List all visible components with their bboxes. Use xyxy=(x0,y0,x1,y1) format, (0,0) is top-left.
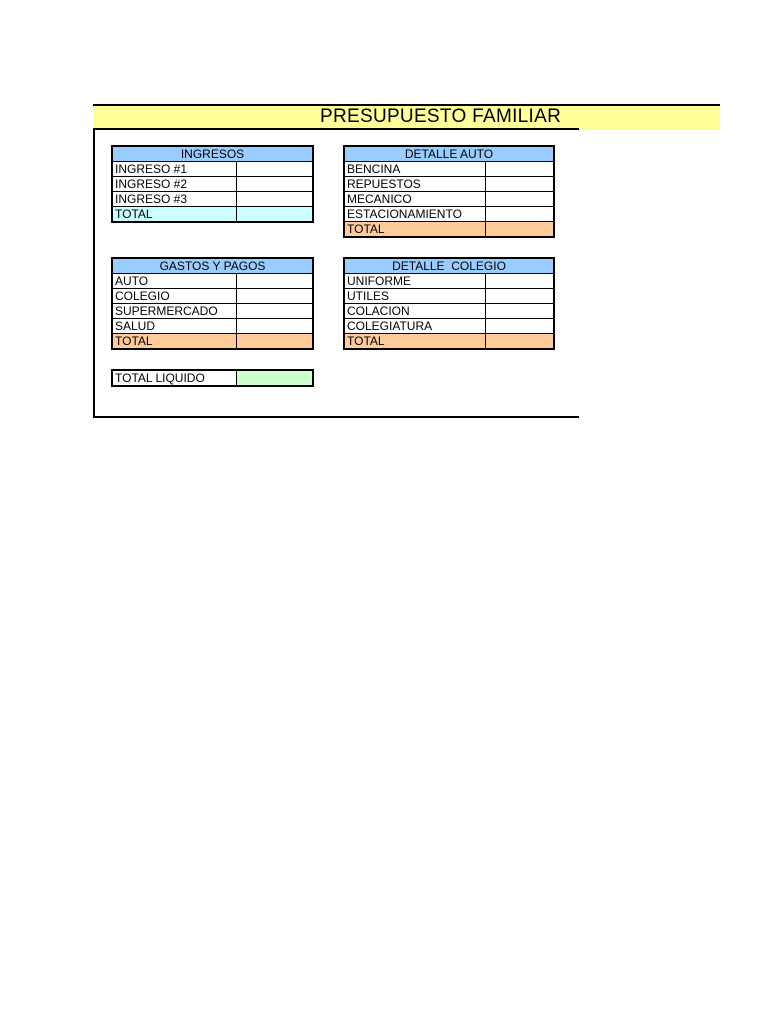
total-label: TOTAL xyxy=(112,334,236,350)
total-row xyxy=(112,207,313,223)
row-label: INGRESO #2 xyxy=(112,177,236,192)
row-label: UTILES xyxy=(344,289,485,304)
row-value-cell[interactable] xyxy=(236,319,313,334)
total-row xyxy=(344,222,554,238)
total-value-cell[interactable] xyxy=(485,222,554,238)
row-label: UNIFORME xyxy=(344,274,485,289)
total-label: TOTAL xyxy=(112,207,236,223)
total-liquido-value-cell[interactable] xyxy=(236,370,313,386)
row-label: MECANICO xyxy=(344,192,485,207)
total-liquido-label: TOTAL LIQUIDO xyxy=(112,370,236,386)
table-row xyxy=(344,319,554,334)
table-row xyxy=(112,319,313,334)
table-row xyxy=(112,289,313,304)
row-value-cell[interactable] xyxy=(485,207,554,222)
row-label: ESTACIONAMIENTO xyxy=(344,207,485,222)
row-label: AUTO xyxy=(112,274,236,289)
row-label: INGRESO #1 xyxy=(112,162,236,177)
page-title: PRESUPUESTO FAMILIAR xyxy=(320,106,562,127)
ingresos-header: INGRESOS xyxy=(112,146,313,162)
row-value-cell[interactable] xyxy=(485,162,554,177)
row-label: REPUESTOS xyxy=(344,177,485,192)
table-header-row xyxy=(344,146,554,162)
row-value-cell[interactable] xyxy=(485,177,554,192)
row-label: COLEGIATURA xyxy=(344,319,485,334)
detalle-auto-table xyxy=(343,145,555,238)
table-row xyxy=(344,162,554,177)
table-row xyxy=(112,304,313,319)
row-value-cell[interactable] xyxy=(485,274,554,289)
table-row xyxy=(344,177,554,192)
table-row xyxy=(344,192,554,207)
total-label: TOTAL xyxy=(344,334,485,350)
total-liquido-table xyxy=(111,369,314,387)
table-row xyxy=(344,304,554,319)
row-value-cell[interactable] xyxy=(236,289,313,304)
gastos-header: GASTOS Y PAGOS xyxy=(112,258,313,274)
ingresos-table xyxy=(111,145,314,223)
total-value-cell[interactable] xyxy=(236,207,313,223)
row-value-cell[interactable] xyxy=(236,274,313,289)
total-value-cell[interactable] xyxy=(485,334,554,350)
row-label: SALUD xyxy=(112,319,236,334)
title-divider xyxy=(93,128,579,130)
table-header-row xyxy=(344,258,554,274)
row-value-cell[interactable] xyxy=(236,304,313,319)
table-row xyxy=(112,192,313,207)
total-row xyxy=(112,334,313,350)
table-header-row xyxy=(112,146,313,162)
row-value-cell[interactable] xyxy=(236,192,313,207)
row-value-cell[interactable] xyxy=(236,162,313,177)
row-value-cell[interactable] xyxy=(485,192,554,207)
detalle-colegio-table xyxy=(343,257,555,350)
row-value-cell[interactable] xyxy=(236,177,313,192)
detalle-colegio-header: DETALLE COLEGIO xyxy=(344,258,554,274)
row-value-cell[interactable] xyxy=(485,319,554,334)
table-row xyxy=(112,162,313,177)
row-value-cell[interactable] xyxy=(485,289,554,304)
total-liquido-row xyxy=(112,370,313,386)
row-label: INGRESO #3 xyxy=(112,192,236,207)
table-row xyxy=(344,274,554,289)
detalle-auto-header: DETALLE AUTO xyxy=(344,146,554,162)
row-label: BENCINA xyxy=(344,162,485,177)
table-row xyxy=(344,207,554,222)
gastos-table xyxy=(111,257,314,350)
total-value-cell[interactable] xyxy=(236,334,313,350)
total-label: TOTAL xyxy=(344,222,485,238)
row-label: COLACION xyxy=(344,304,485,319)
total-row xyxy=(344,334,554,350)
table-row xyxy=(112,177,313,192)
row-label: SUPERMERCADO xyxy=(112,304,236,319)
row-value-cell[interactable] xyxy=(485,304,554,319)
row-label: COLEGIO xyxy=(112,289,236,304)
table-header-row xyxy=(112,258,313,274)
table-row xyxy=(112,274,313,289)
table-row xyxy=(344,289,554,304)
